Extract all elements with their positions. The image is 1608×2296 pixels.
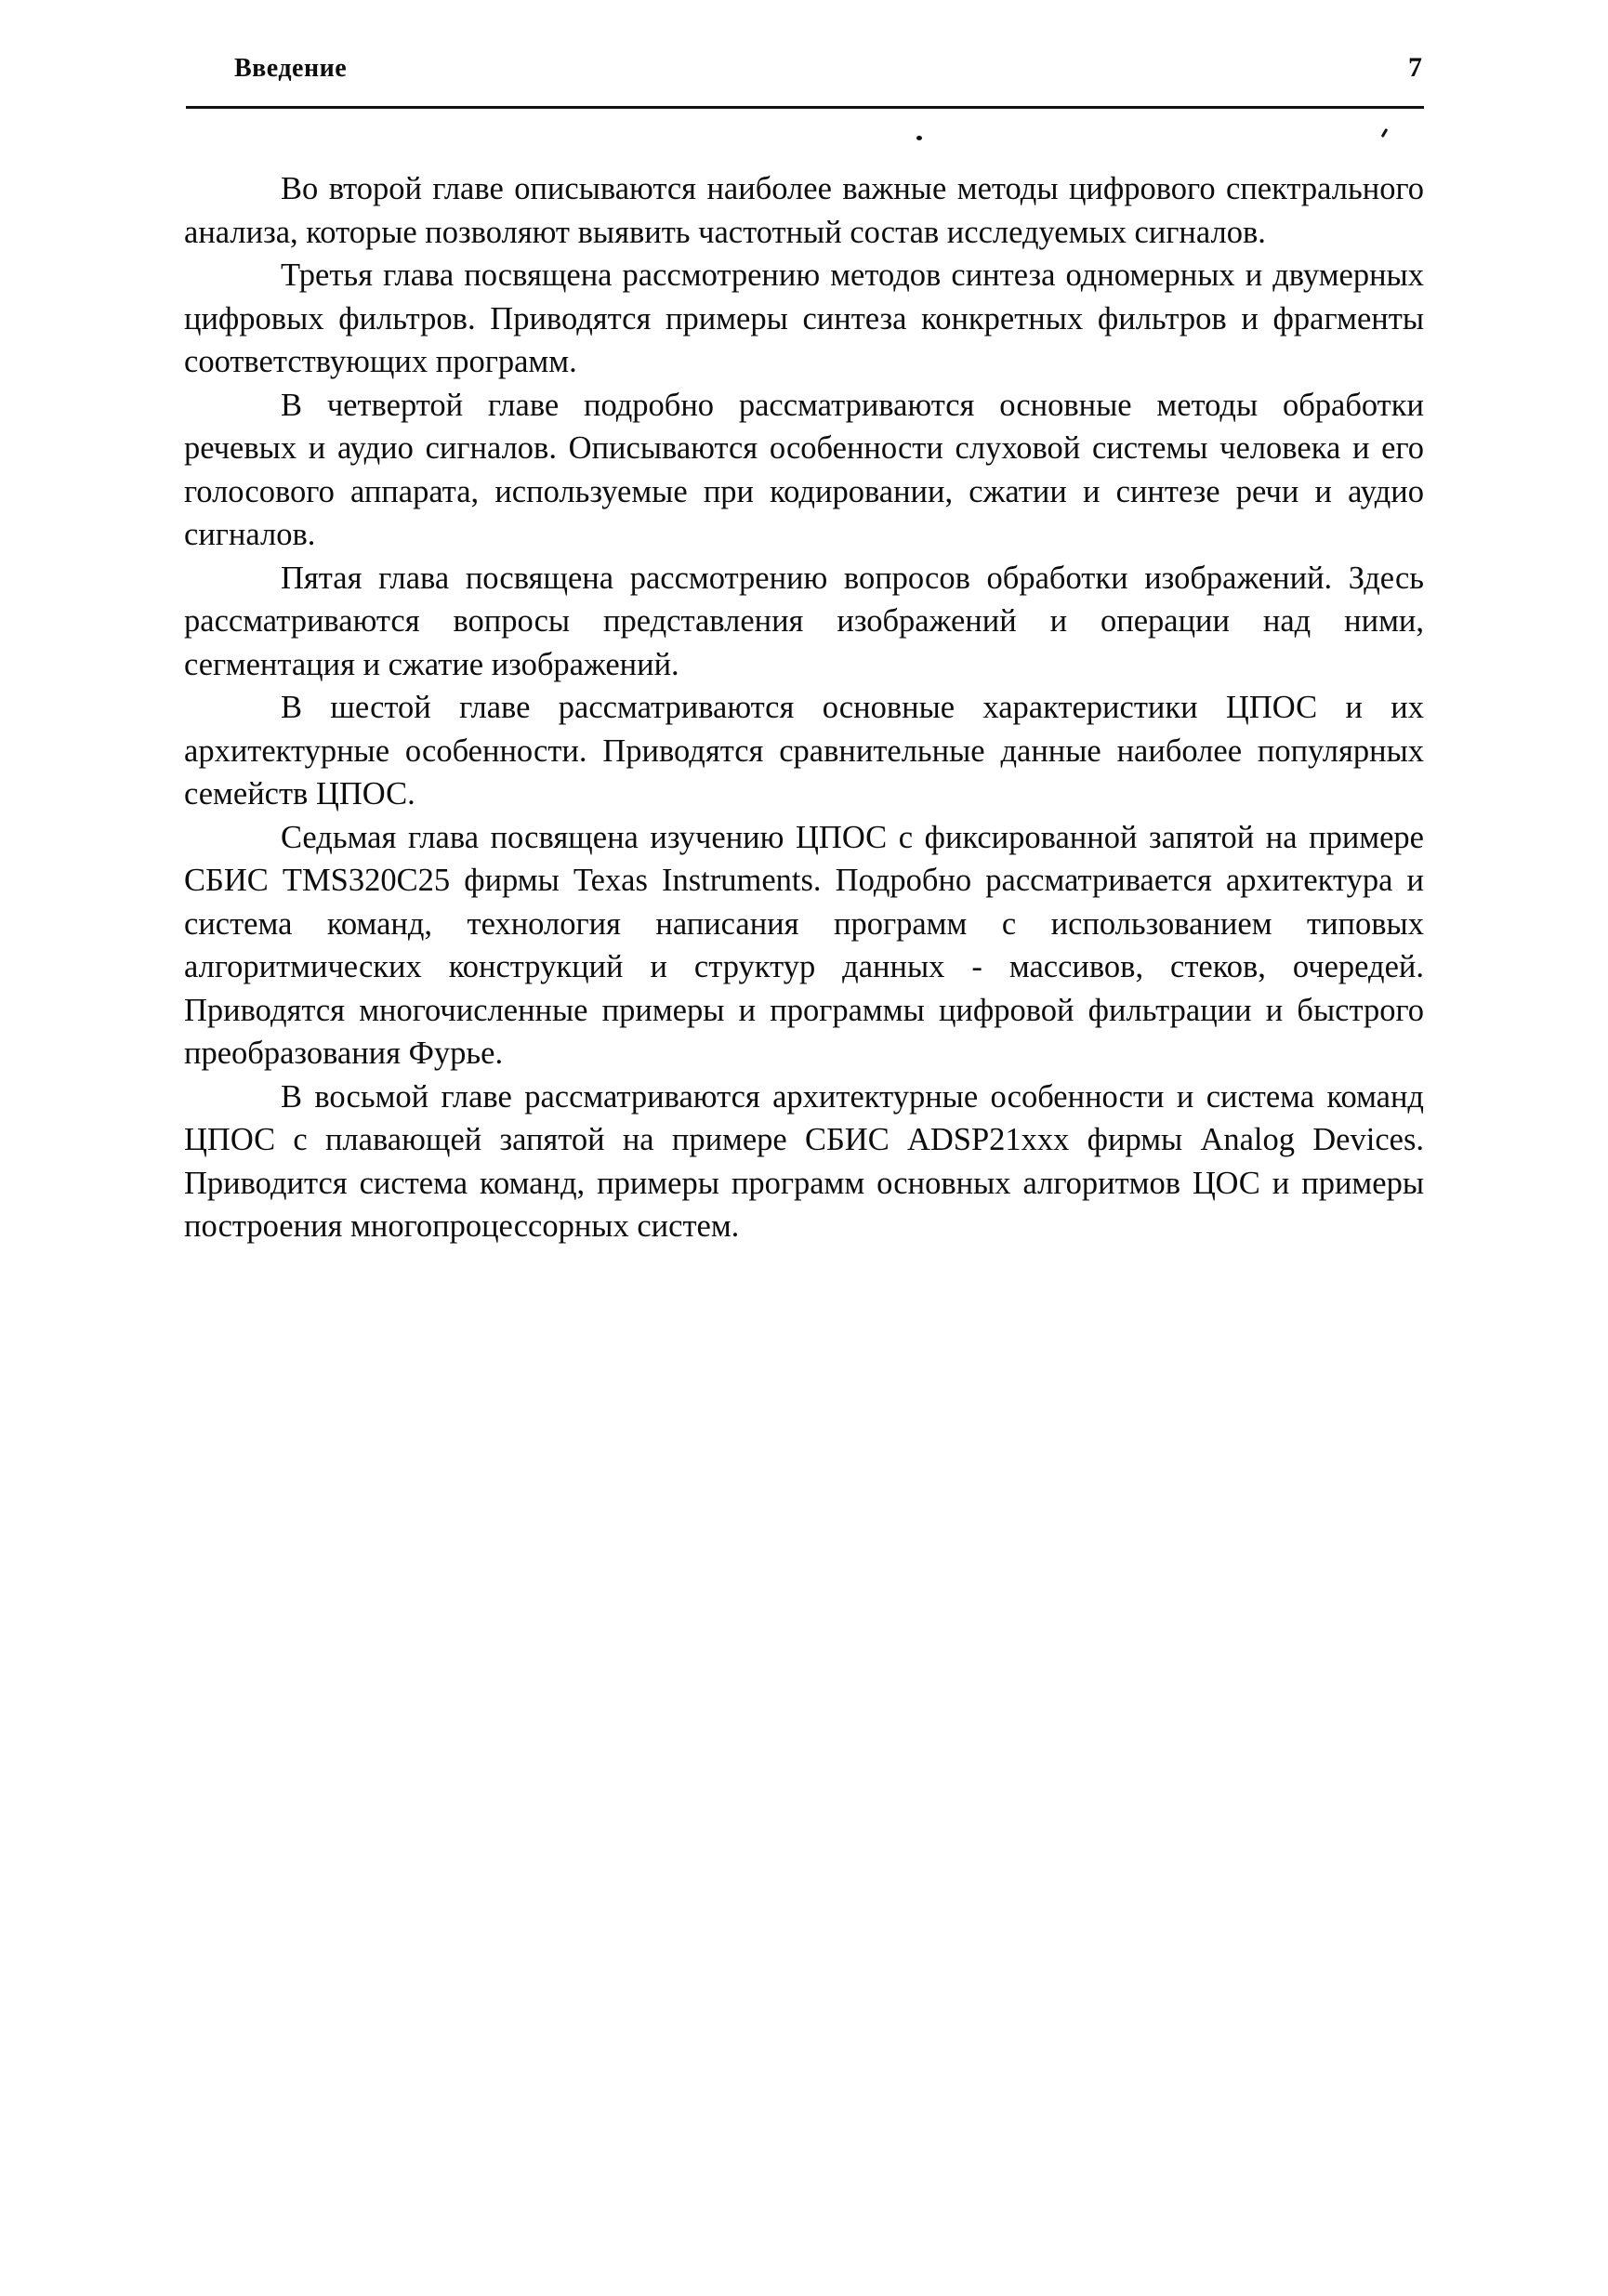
- paragraph-chapter-4: В четвертой главе подробно рассматриваются основные методы обработки речевых и аудио сигналов. Описываются особенности слуховой системы человека и его голосового аппарата, используемые при кодировании, сжатии и синтезе речи и аудио сигналов.: [184, 387, 1424, 552]
- paragraph-chapter-3: Третья глава посвящена рассмотрению методов синтеза одномерных и двумерных цифровых фильтров. Приводятся примеры синтеза конкретных фильтров и фрагменты соответствующих программ.: [184, 257, 1424, 379]
- running-header: [186, 48, 1422, 104]
- section-title: Введение: [234, 54, 348, 83]
- scan-speck: [916, 136, 922, 140]
- header-rule: [186, 106, 1424, 109]
- scan-speck: [1381, 128, 1389, 138]
- paragraph-chapter-5: Пятая глава посвящена рассмотрению вопросов обработки изображений. Здесь рассматриваются вопросы представления изображений и операции над ними, сегментация и сжатие изображений.: [184, 560, 1424, 682]
- paragraph-chapter-2: Во второй главе описываются наиболее важные методы цифрового спектрального анализа, которые позволяют выявить частотный состав исследуемых сигналов.: [184, 171, 1424, 250]
- body-text: [184, 167, 1424, 1248]
- paragraph-chapter-8: В восьмой главе рассматриваются архитектурные особенности и система команд ЦПОС с плавающей запятой на примере СБИС ADSP21xxx фирмы Analog Devices. Приводится система команд, примеры программ основных алгоритмов ЦОС и примеры построения многопроцессорных систем.: [184, 1078, 1424, 1244]
- paragraph-chapter-6: В шестой главе рассматриваются основные характеристики ЦПОС и их архитектурные особенности. Приводятся сравнительные данные наиболее популярных семейств ЦПОС.: [184, 690, 1424, 812]
- paragraph-chapter-7: Седьмая глава посвящена изучению ЦПОС с фиксированной запятой на примере СБИС TMS320C25 фирмы Texas Instruments. Подробно рассматривается архитектура и система команд, технология написания программ с использованием типовых алгоритмических конструкций и структур данных - массивов, стеков, очередей. Приводятся многочисленные примеры и программы цифровой фильтрации и быстрого преобразования Фурье.: [184, 819, 1424, 1071]
- page-number: 7: [1408, 52, 1422, 83]
